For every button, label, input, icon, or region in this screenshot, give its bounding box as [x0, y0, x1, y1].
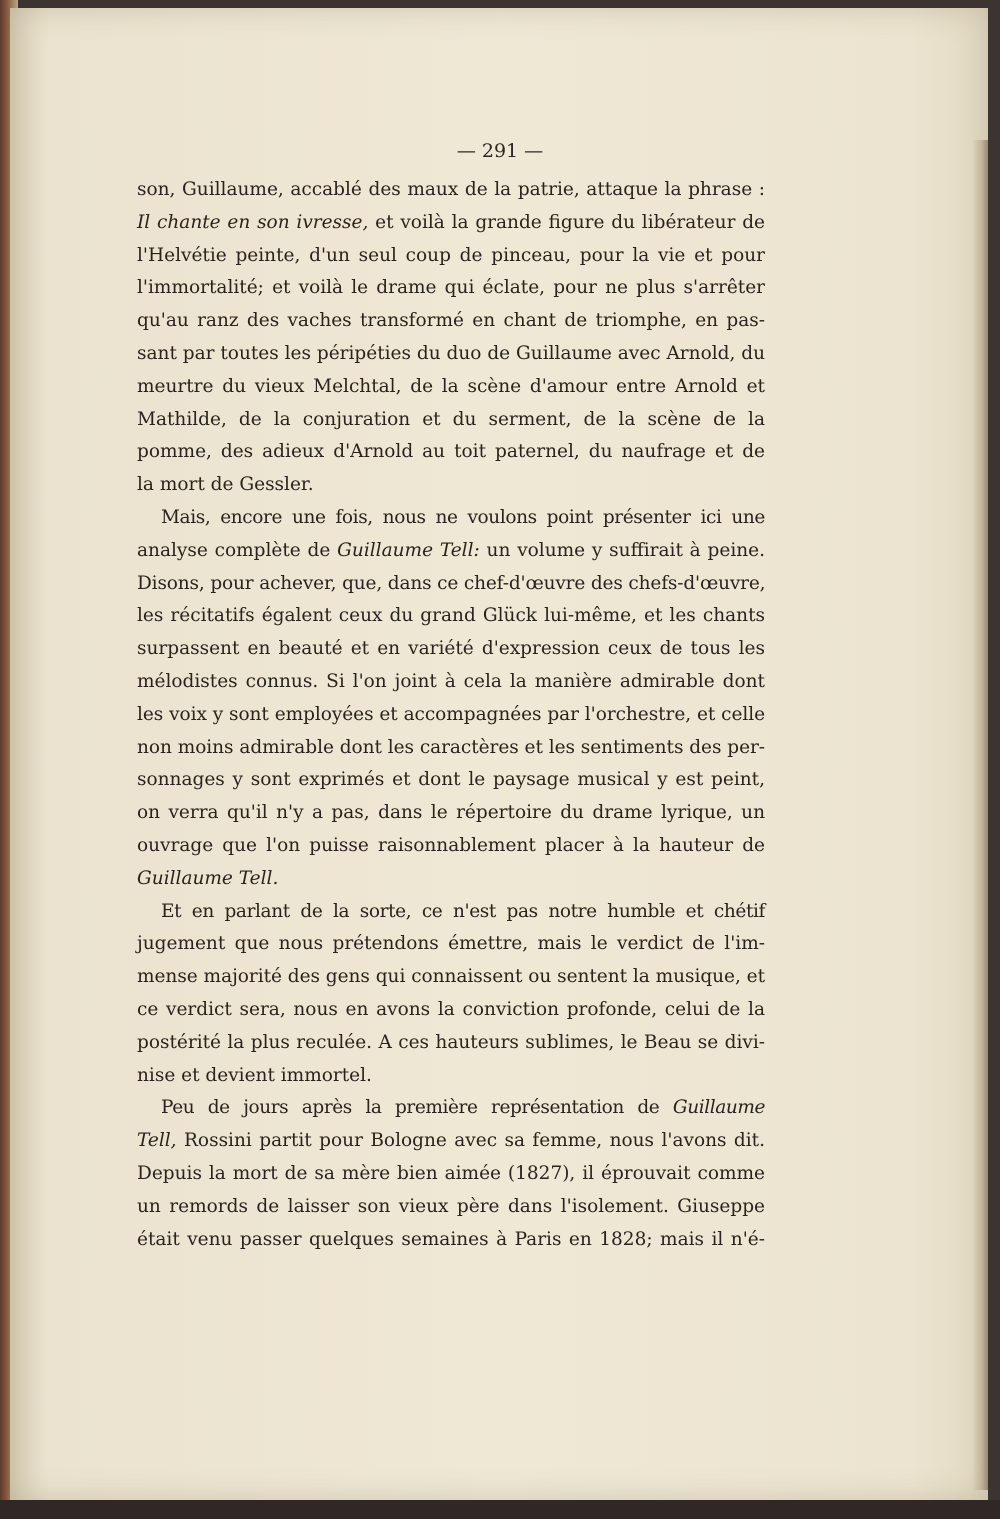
text-line: non moins admirable dont les caractères et les sentiments des per-	[137, 736, 765, 758]
body-text	[137, 174, 765, 1256]
italic-title: Tell,	[137, 1130, 177, 1152]
paragraph-3	[137, 896, 765, 1093]
text-line: mélodistes connus. Si l'on joint à cela la manière admirable dont	[137, 670, 765, 692]
text-line: Mathilde, de la conjuration et du serment, de la scène de la	[137, 408, 765, 430]
text-line: Et en parlant de la sorte, ce n'est pas notre humble et chétif	[161, 900, 765, 922]
text-line: l'immortalité; et voilà le drame qui éclate, pour ne plus s'arrêter	[137, 277, 765, 299]
text-line: analyse complète de Guillaume Tell: un volume y suffirait à peine.	[137, 539, 765, 561]
paragraph-4	[137, 1092, 765, 1256]
text-line: Depuis la mort de sa mère bien aimée (1827), il éprouvait comme	[137, 1162, 765, 1184]
text-line: surpassent en beauté et en variété d'expression ceux de tous les	[137, 638, 765, 660]
paragraph-1	[137, 174, 765, 502]
text-line: Disons, pour achever, que, dans ce chef-d'œuvre des chefs-d'œuvre,	[137, 572, 766, 594]
italic-title: Guillaume Tell:	[337, 539, 480, 561]
text-line: Il chante en son ivresse, et voilà la grande figure du libérateur de	[137, 211, 765, 233]
text-line: qu'au ranz des vaches transformé en chant de triomphe, en pas-	[137, 310, 765, 332]
page-edge-shadow	[972, 140, 988, 1490]
text-line: sant par toutes les péripéties du duo de Guillaume avec Arnold, du	[137, 342, 765, 364]
text-line: était venu passer quelques semaines à Paris en 1828; mais il n'é-	[137, 1228, 765, 1250]
text-line: l'Helvétie peinte, d'un seul coup de pinceau, pour la vie et pour	[137, 244, 765, 266]
text-line: Tell, Rossini partit pour Bologne avec sa femme, nous l'avons dit.	[137, 1130, 765, 1152]
text-line: mense majorité des gens qui connaissent ou sentent la musique, et	[137, 966, 765, 988]
text-line: son, Guillaume, accablé des maux de la patrie, attaque la phrase :	[137, 179, 765, 200]
text-line: pomme, des adieux d'Arnold au toit paternel, du naufrage et de	[137, 441, 765, 463]
text-line: la mort de Gessler.	[137, 474, 314, 496]
text-line: on verra qu'il n'y a pas, dans le répertoire du drame lyrique, un	[137, 802, 765, 824]
text-line: Peu de jours après la première représentation de Guillaume	[161, 1097, 765, 1119]
text-line: un remords de laisser son vieux père dans l'isolement. Giuseppe	[137, 1195, 765, 1217]
text-line: les récitatifs égalent ceux du grand Glück lui-même, et les chants	[137, 605, 765, 627]
text-line: meurtre du vieux Melchtal, de la scène d'amour entre Arnold et	[137, 375, 765, 397]
text-line: sonnages y sont exprimés et dont le paysage musical y est peint,	[137, 769, 765, 791]
text-line: jugement que nous prétendons émettre, mais le verdict de l'im-	[137, 933, 765, 955]
italic-title: Guillaume Tell.	[137, 867, 279, 889]
page-number: — 291 —	[456, 140, 544, 162]
text-line: les voix y sont employées et accompagnées par l'orchestre, et celle	[137, 703, 765, 725]
text-line	[137, 863, 765, 896]
text-line: Mais, encore une fois, nous ne voulons point présenter ici une	[161, 506, 765, 528]
text-line: ouvrage que l'on puisse raisonnablement placer à la hauteur de	[137, 834, 765, 856]
paragraph-2	[137, 502, 765, 896]
text-line: ce verdict sera, nous en avons la conviction profonde, celui de la	[137, 998, 765, 1020]
text-line: nise et devient immortel.	[137, 1064, 372, 1086]
italic-phrase: Il chante en son ivresse,	[137, 211, 369, 233]
italic-title: Guillaume	[672, 1097, 765, 1119]
scan-bottom-border	[0, 1500, 1000, 1519]
text-line: postérité la plus reculée. A ces hauteurs sublimes, le Beau se divi-	[137, 1031, 765, 1053]
